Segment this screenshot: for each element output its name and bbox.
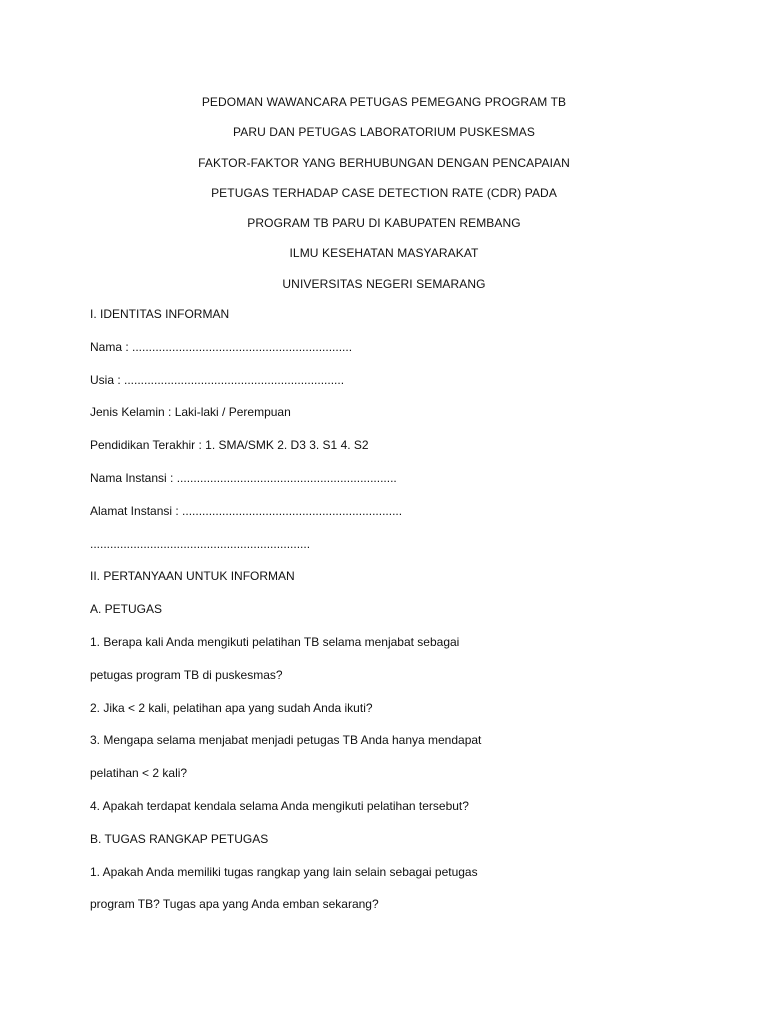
question-a1-line2: petugas program TB di puskesmas? xyxy=(90,667,283,682)
section-heading-pertanyaan: II. PERTANYAAN UNTUK INFORMAN xyxy=(90,569,295,584)
field-nama: Nama : .................................................................. xyxy=(90,339,353,354)
title-line-5: PROGRAM TB PARU DI KABUPATEN REMBANG xyxy=(247,216,521,231)
title-line-1: PEDOMAN WAWANCARA PETUGAS PEMEGANG PROGRAM TB xyxy=(201,95,567,109)
question-a3-line1: 3. Mengapa selama menjabat menjadi petugas TB Anda hanya mendapat xyxy=(90,733,482,748)
section-heading-identitas: I. IDENTITAS INFORMAN xyxy=(90,307,230,321)
subsection-heading-petugas: A. PETUGAS xyxy=(90,602,163,617)
title-line-7: UNIVERSITAS NEGERI SEMARANG xyxy=(282,276,486,291)
question-a2: 2. Jika < 2 kali, pelatihan apa yang sudah Anda ikuti? xyxy=(90,700,373,715)
title-line-4: PETUGAS TERHADAP CASE DETECTION RATE (CDR) PADA xyxy=(211,185,557,200)
field-usia: Usia : .................................................................. xyxy=(90,372,345,387)
field-alamat-instansi: Alamat Instansi : .................................................................. xyxy=(90,503,403,518)
title-line-6: ILMU KESEHATAN MASYARAKAT xyxy=(289,246,479,261)
document-body xyxy=(90,305,710,928)
field-alamat-continued: .................................................................. xyxy=(90,536,311,551)
question-b1-line1: 1. Apakah Anda memiliki tugas rangkap yang lain selain sebagai petugas xyxy=(90,864,478,879)
subsection-heading-tugas-rangkap: B. TUGAS RANGKAP PETUGAS xyxy=(90,831,269,846)
question-a1-line1: 1. Berapa kali Anda mengikuti pelatihan TB selama menjabat sebagai xyxy=(90,634,460,649)
title-line-2: PARU DAN PETUGAS LABORATORIUM PUSKESMAS xyxy=(233,125,535,140)
title-line-3: FAKTOR-FAKTOR YANG BERHUBUNGAN DENGAN PENCAPAIAN xyxy=(198,155,570,170)
field-pendidikan: Pendidikan Terakhir : 1. SMA/SMK 2. D3 3. S1 4. S2 xyxy=(90,438,369,453)
field-nama-instansi: Nama Instansi : .................................................................. xyxy=(90,470,397,485)
question-a4: 4. Apakah terdapat kendala selama Anda mengikuti pelatihan tersebut? xyxy=(90,798,469,813)
field-jenis-kelamin: Jenis Kelamin : Laki-laki / Perempuan xyxy=(90,405,291,420)
question-a3-line2: pelatihan < 2 kali? xyxy=(90,766,188,781)
document-title xyxy=(0,93,768,305)
question-b1-line2: program TB? Tugas apa yang Anda emban sekarang? xyxy=(90,897,379,912)
